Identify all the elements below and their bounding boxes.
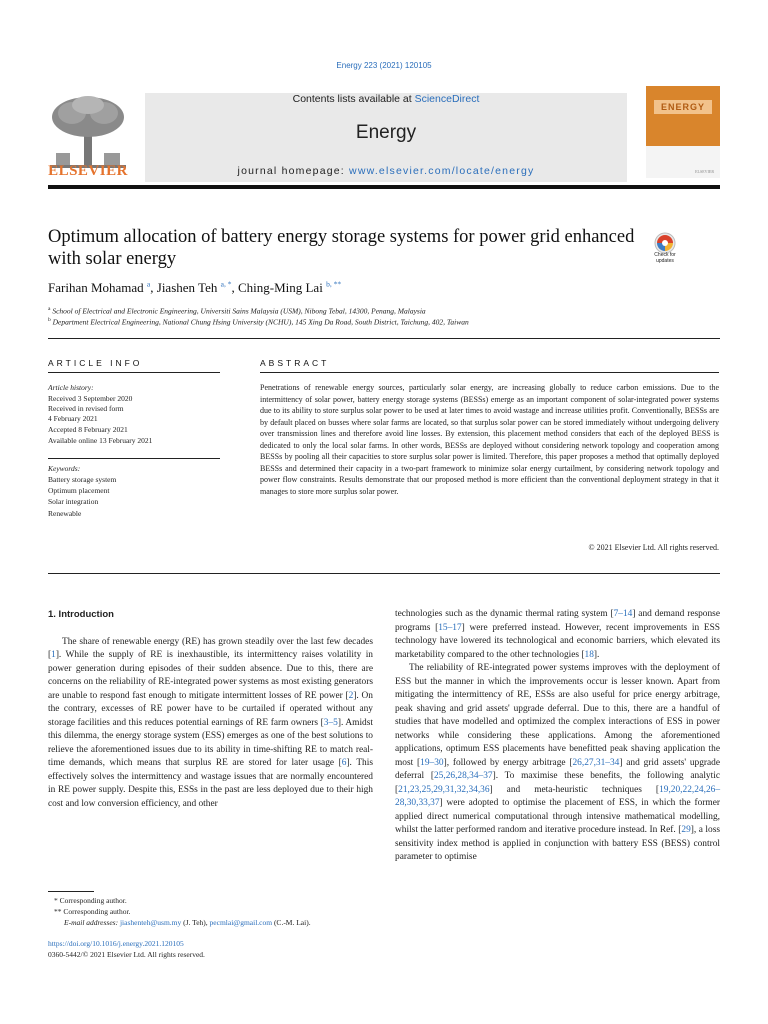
reference-link[interactable]: 26,27,31–34 [572, 757, 620, 768]
body-text: ]. To maximise these benefits, the following analytic [ [395, 771, 720, 795]
body-text: The share of renewable energy (RE) has grown steadily over the last few decades [ [48, 636, 373, 660]
footnote-rule [48, 891, 94, 892]
homepage-link[interactable]: www.elsevier.com/locate/energy [349, 165, 535, 177]
reference-link[interactable]: 2 [348, 690, 354, 701]
history-line: Received 3 September 2020 [48, 394, 133, 403]
abstract-heading: ABSTRACT [260, 358, 330, 368]
publisher-name: ELSEVIER [48, 163, 128, 179]
doi-block [48, 938, 205, 960]
keyword[interactable]: Optimum placement [48, 486, 110, 495]
body-text: ] and grid assets' upgrade deferral [ [395, 757, 721, 781]
body-text: The reliability of RE-integrated power systems improves with the deployment of ESS but the manner in which the improvements occur is lesser known. Apart from mitigating the intermittency of RE, ESSs are also useful for price energy arbitrage, peak shaving and grid assets' upgrade deferral. Due to this, there are a handful of studies that have modelled and optimized the complex interactions of ESS in power networks while considering these applications. Among the aforementioned applications, optimum ESS placements have benefitted peak shaving application the most [ [395, 663, 720, 768]
history-line: Available online 13 February 2021 [48, 436, 153, 445]
left-paragraphs [48, 636, 373, 812]
reference-link[interactable]: 21,23,25,29,31,32,34,36 [398, 784, 490, 795]
author-list [48, 280, 341, 296]
email-link[interactable]: jiashenteh@usm.my [119, 918, 182, 927]
reference-link[interactable]: 19,20,22,24,26–28,30,33,37 [395, 784, 720, 808]
cover-title: ENERGY [654, 100, 712, 114]
author[interactable]: Jiashen Teh $^{a, *}$, [156, 280, 238, 296]
homepage-line [145, 165, 627, 177]
body-paragraph [48, 636, 373, 812]
journal-banner [145, 93, 627, 182]
keyword[interactable]: Battery storage system [48, 475, 117, 484]
body-text: ]. [593, 649, 600, 660]
body-text: ]. On the contrary, excesses of RE power have to be curtailed if operated without any storage facilities and this reduces potential earnings of RE farm owners [ [48, 690, 373, 728]
body-text: ]. This effectively solves the intermittency and wastage issues that are normally encountered in RE power supply. Despite this, ESSs in the past are less deployed due to their high cost and low conversion efficiency, and other [48, 758, 373, 809]
affiliation-b: $^b$ Department Electrical Engineering, National Chung Hsing University (NCHU), 145 Xing Da Road, South District, Taichung, 402, Taiwan [48, 317, 469, 327]
reference-link[interactable]: 6 [341, 758, 347, 768]
body-text: ] and meta-heuristic techniques [ [489, 784, 660, 795]
section-divider [48, 338, 720, 339]
journal-title: Energy [355, 122, 417, 143]
author[interactable]: Ching-Ming Lai $^{b, **}$ [237, 280, 342, 296]
reference-link[interactable]: 7–14 [613, 609, 633, 619]
crossmark-label[interactable]: Check for updates [654, 252, 676, 264]
right-paragraphs [395, 608, 720, 865]
reference-link[interactable]: 15–17 [438, 622, 462, 633]
history-line: 4 February 2021 [48, 414, 98, 423]
history-line: Accepted 8 February 2021 [48, 425, 128, 434]
sciencedirect-link[interactable]: ScienceDirect [414, 93, 480, 105]
email-link[interactable]: pecmlai@gmail.com [209, 918, 273, 927]
reference-link[interactable]: 18 [584, 649, 594, 660]
keyword[interactable]: Renewable [48, 509, 82, 518]
reference-link[interactable]: 29 [681, 825, 691, 835]
body-text: ], followed by energy arbitrage [ [443, 757, 573, 768]
history-label: Article history: [48, 383, 94, 392]
body-left-column [48, 608, 373, 811]
contents-prefix: Contents lists available at [292, 93, 415, 105]
journal-cover-thumbnail[interactable] [646, 86, 720, 178]
homepage-prefix: journal homepage: [237, 165, 350, 177]
body-paragraph [395, 662, 720, 865]
abstract-rule [260, 372, 719, 373]
body-text: ] and demand response programs [ [395, 609, 720, 633]
section-heading: 1. Introduction [48, 609, 114, 620]
article-title: Optimum allocation of battery energy storage systems for power grid enhanced with solar energy [48, 227, 635, 269]
reference-link[interactable]: 19–30 [420, 757, 444, 768]
body-text: technologies such as the dynamic thermal rating system [ [395, 609, 614, 619]
body-text: ], a loss sensitivity index method is applied in conjunction with battery ESS (BESS) control parameter to optimise [395, 825, 721, 862]
header-rule [48, 185, 720, 189]
history-line: Received in revised form [48, 404, 124, 413]
abstract-copyright: © 2021 Elsevier Ltd. All rights reserved. [588, 543, 719, 552]
contents-line [145, 93, 627, 105]
footnotes [48, 891, 373, 928]
journal-citation[interactable]: Energy 223 (2021) 120105 [336, 61, 432, 70]
affiliation-a: $^a$ School of Electrical and Electronic Engineering, Universiti Sains Malaysia (USM), Nibong Tebal, 14300, Penang, Malaysia [48, 306, 426, 316]
reference-link[interactable]: 3–5 [323, 717, 338, 728]
body-text: ]. While the supply of RE is inexhaustible, its intermittency raises volatility in power generation during episodes of their sudden absence. Due to this, there are concerns on the reliability of RE-integrated power systems as most existing generators are unable to respond fast enough to mitigate intermittent losses of RE power [ [48, 650, 373, 701]
article-info-heading: ARTICLE INFO [48, 358, 143, 368]
keywords-label: Keywords: [48, 464, 81, 473]
corresponding-author-2: ** Corresponding author. [54, 907, 131, 916]
section-divider [48, 573, 720, 574]
body-text: ] were preferred instead. However, recent improvements in ESS technology have lowered its technological and economic barriers, which elevated its marketability compared to the other technologies [ [395, 622, 721, 660]
reference-link[interactable]: 25,26,28,34–37 [433, 771, 493, 781]
cover-publisher: ELSEVIER [695, 169, 714, 174]
reference-link[interactable]: 1 [51, 650, 56, 660]
journal-header [48, 86, 720, 184]
body-right-column [395, 608, 720, 865]
cover-footer [646, 146, 720, 178]
doi-link[interactable]: https://doi.org/10.1016/j.energy.2021.120105 [48, 939, 184, 948]
body-text: ]. Amidst this dilemma, the energy storage system (ESS) emerges as one of the best solutions to relieve the aforementioned issues due to its ability in time-shifting RE to match real-time demands, which means that surplus RE are stored for later usage [ [48, 717, 373, 768]
body-paragraph [395, 608, 720, 662]
issn-line: 0360-5442/© 2021 Elsevier Ltd. All rights reserved. [48, 950, 205, 959]
info-rule [48, 372, 220, 373]
body-text: ] were adopted to optimise the placement of ESS, in which the former applied direct numerical computational through intensive mathematical modelling, whilst the latter performed random and iterative procedure instead. In Ref. [ [395, 798, 720, 835]
author[interactable]: Farihan Mohamad $^a$, [48, 280, 157, 296]
email-line: E-mail addresses: jiashenteh@usm.my (J. Teh), pecmlai@gmail.com (C.-M. Lai). [64, 918, 311, 927]
corresponding-author-1: * Corresponding author. [54, 896, 127, 905]
abstract-text: Penetrations of renewable energy sources, particularly solar energy, are increasing globally to reduce carbon emissions. Due to the intermittency of solar power, battery energy storage systems (BESSs) emerge as an important component of solar-integrated power systems due to its ability to store surplus solar power to be used at later times to avoid wastage and increase utilities profit. Conventionally, BESSs are by default placed on busses where solar farms are located, so that surplus solar power can be stored immediately without undergoing delivery over transmission lines and therefore avoid line losses. By extension, this placement method considers that each of the deployed BESS is dedicated to only the local solar farms. In other words, BESSs are deployed without considering network topology and cooperation among BESSs by pooling all their capacities to store surplus solar power is limited. Therefore, this paper proposes a method that optimally deployed BESSs and determined their capacity in a two-part framework to minimize solar energy curtailment, by considering network topology and power flow constraints. Results demonstrate that our proposed method is more efficient than the conventional deployment strategy in that it manages to store more surplus solar power. [260, 383, 719, 496]
info-rule [48, 458, 220, 459]
keyword[interactable]: Solar integration [48, 497, 99, 506]
